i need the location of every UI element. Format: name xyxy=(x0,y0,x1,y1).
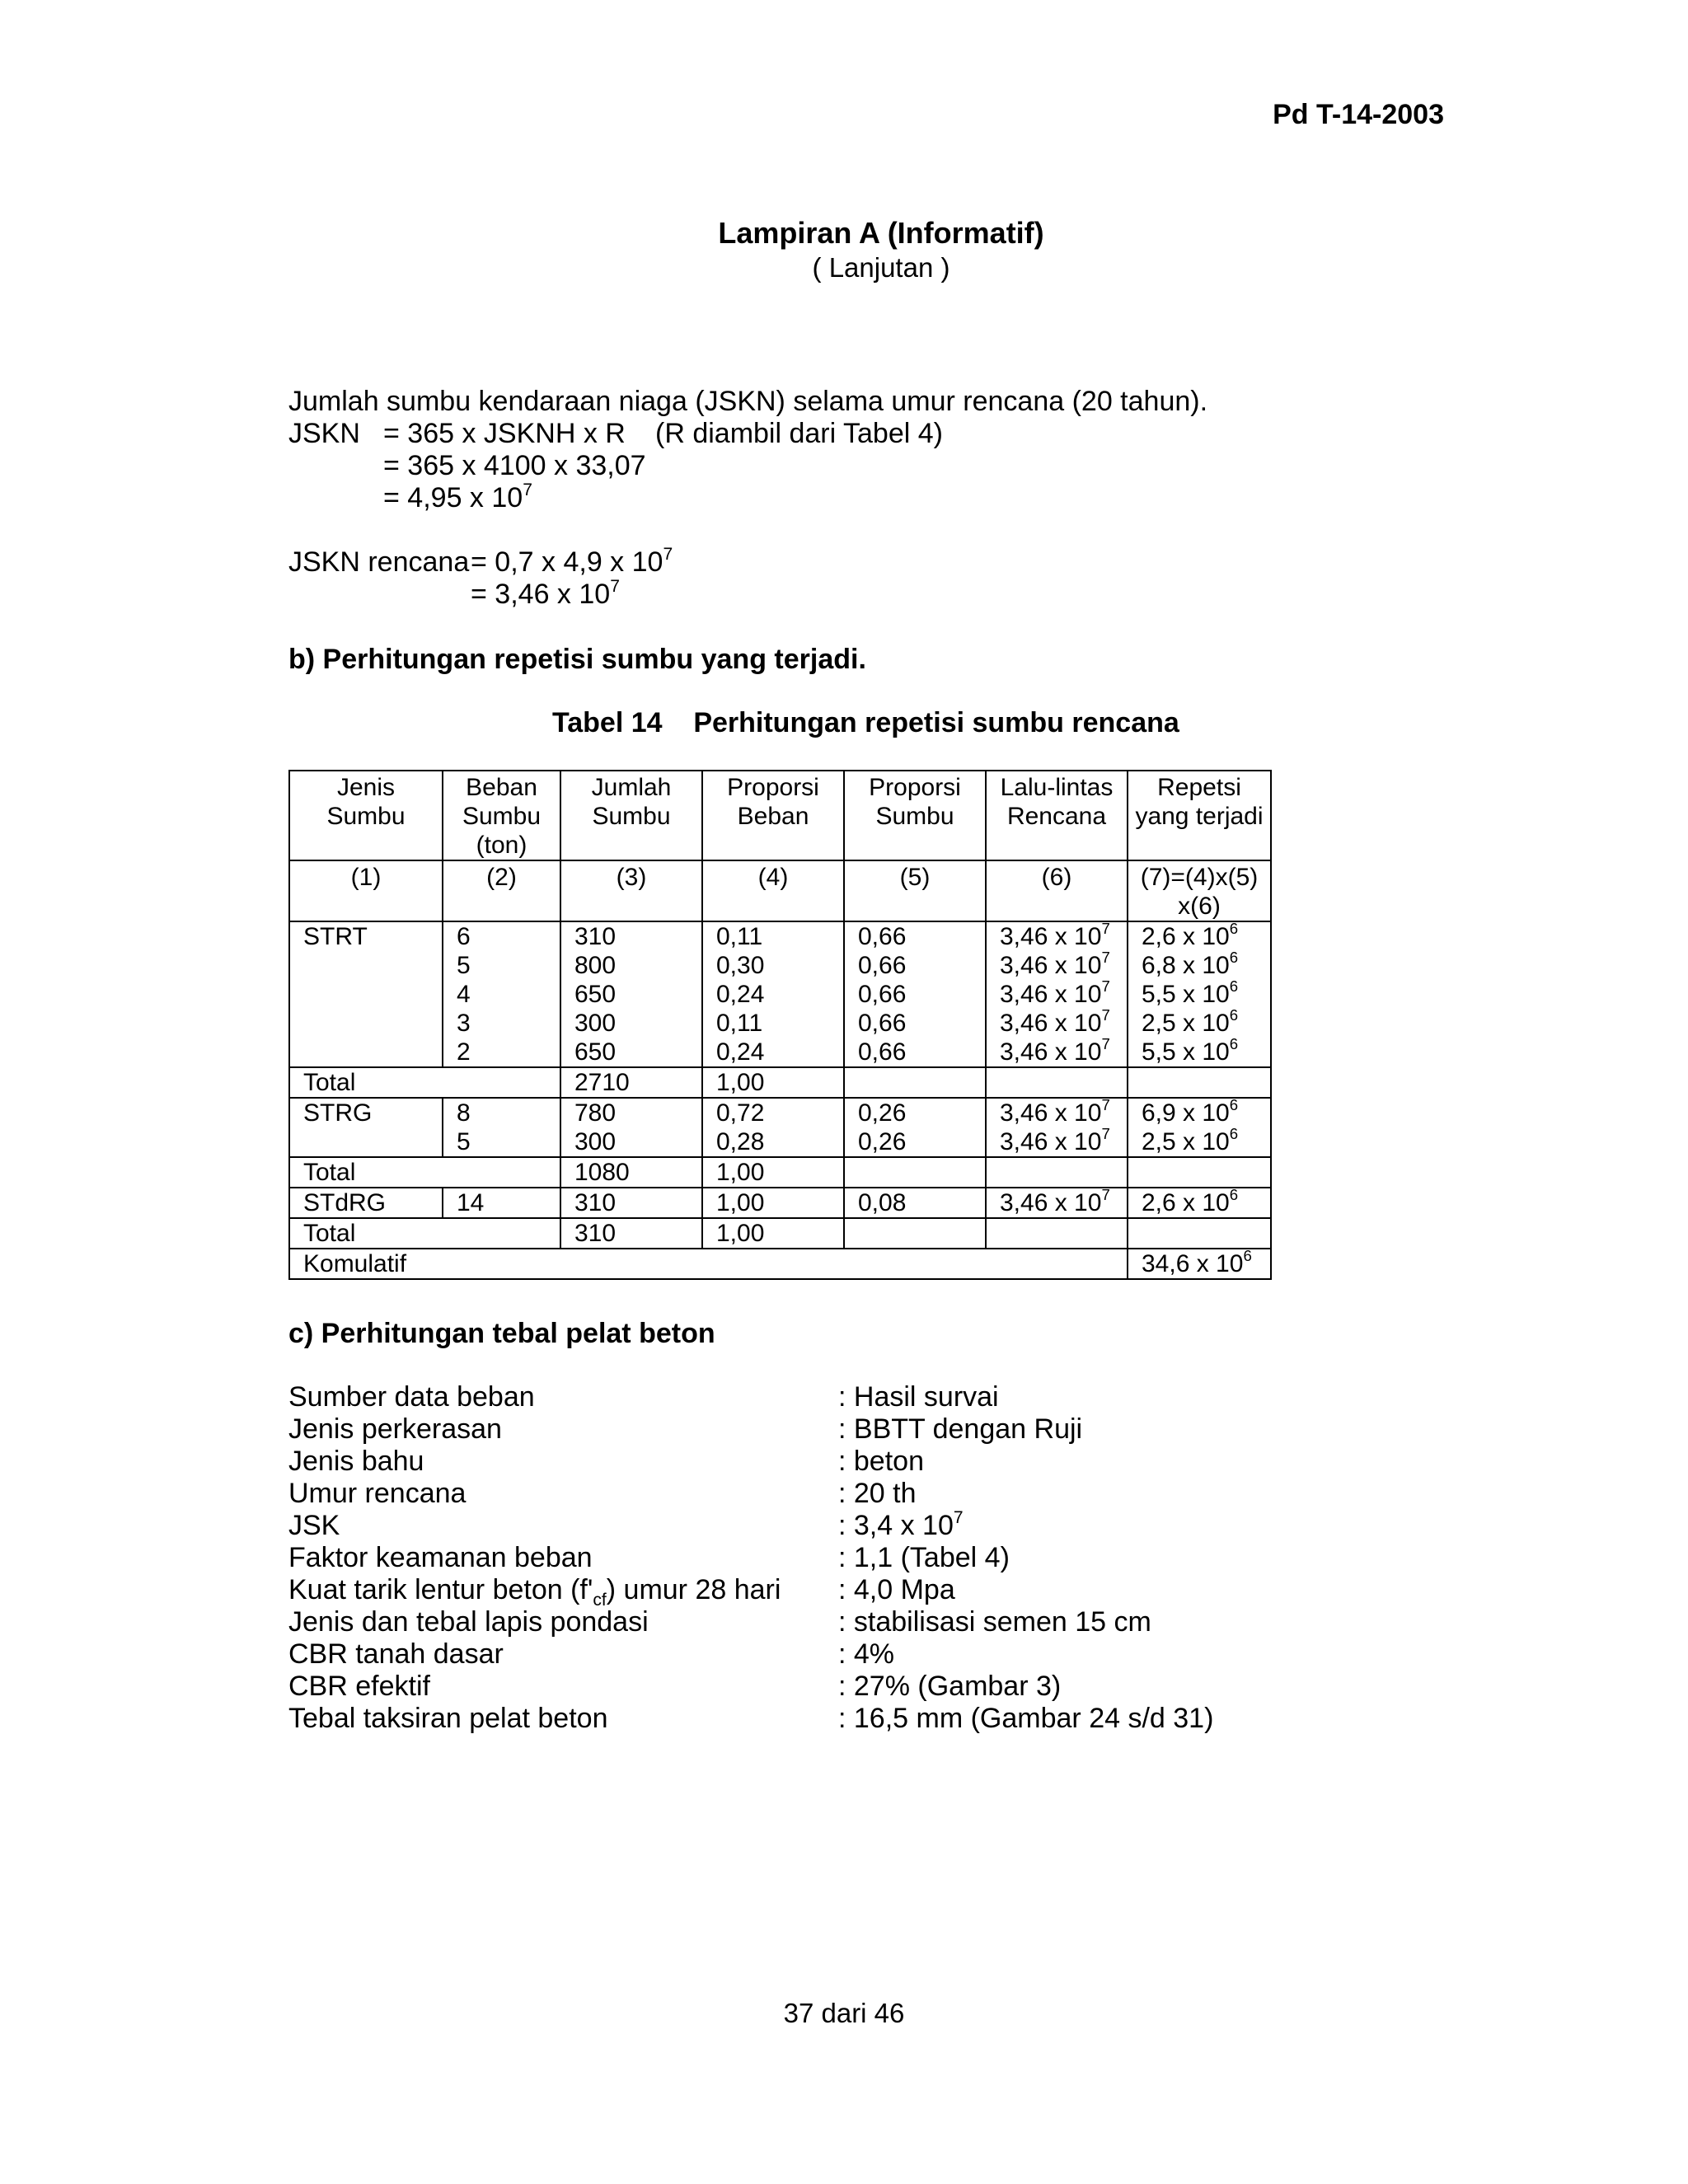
page-subtitle: ( Lanjutan ) xyxy=(812,252,950,283)
table-row-stdrg xyxy=(289,1188,1271,1218)
repetition-table xyxy=(288,770,1272,1280)
col-number: (5) xyxy=(844,860,986,921)
total-proportion: 1,00 xyxy=(702,1157,844,1188)
repetition-cell: 2,6 x $10^6$ xyxy=(1128,1188,1271,1218)
col-header-jumlah-sumbu: Jumlah Sumbu xyxy=(560,771,702,860)
empty-cell xyxy=(986,1157,1128,1188)
param-value: : 1,1 (Tabel 4) xyxy=(838,1542,1010,1573)
axle-proportion-cell: 0,08 xyxy=(844,1188,986,1218)
param-label: Faktor keamanan beban xyxy=(288,1542,593,1573)
total-label: Total xyxy=(289,1157,560,1188)
count-cell: 310 800 650 300 650 xyxy=(560,921,702,1067)
param-label: Jenis dan tebal lapis pondasi xyxy=(288,1606,649,1638)
param-value: : stabilisasi semen 15 cm xyxy=(838,1606,1151,1638)
total-label: Total xyxy=(289,1218,560,1249)
col-number: (1) xyxy=(289,860,443,921)
jskn-label: JSKN xyxy=(288,418,360,449)
table-numbering-row xyxy=(289,860,1271,921)
col-header-jenis-sumbu: Jenis Sumbu xyxy=(289,771,443,860)
param-value: : BBTT dengan Ruji xyxy=(838,1413,1083,1445)
cumulative-label: Komulatif xyxy=(289,1249,1128,1279)
document-code: Pd T-14-2003 xyxy=(1273,99,1444,130)
param-value: : 20 th xyxy=(838,1478,917,1509)
col-header-beban-sumbu: Beban Sumbu (ton) xyxy=(443,771,560,860)
table-row-strg xyxy=(289,1098,1271,1157)
empty-cell xyxy=(986,1218,1128,1249)
load-proportion-cell: 1,00 xyxy=(702,1188,844,1218)
param-value: : 3,4 x $10^7$ xyxy=(838,1507,964,1541)
param-label: Kuat tarik lentur beton $(f'_{cf})$ umur 28 hari xyxy=(288,1574,781,1610)
param-label: Tebal taksiran pelat beton xyxy=(288,1703,608,1734)
param-label: Jenis bahu xyxy=(288,1446,424,1477)
param-label: Umur rencana xyxy=(288,1478,467,1509)
axle-type-cell: STRT xyxy=(289,921,443,1067)
jskn-substitution: = 365 x 4100 x 33,07 xyxy=(383,450,646,481)
total-count: 1080 xyxy=(560,1157,702,1188)
param-value: : Hasil survai xyxy=(838,1381,999,1413)
table-row-total xyxy=(289,1067,1271,1098)
col-number: (6) xyxy=(986,860,1128,921)
param-label: CBR efektif xyxy=(288,1671,430,1702)
jskn-result: = 4,95 x $10^7$ xyxy=(383,480,532,513)
param-value: : 4% xyxy=(838,1638,895,1670)
table-row-total xyxy=(289,1218,1271,1249)
empty-cell xyxy=(844,1157,986,1188)
count-cell: 780 300 xyxy=(560,1098,702,1157)
table-row-cumulative xyxy=(289,1249,1271,1279)
param-value: : 4,0 Mpa xyxy=(838,1574,955,1605)
param-value: : 16,5 mm (Gambar 24 s/d 31) xyxy=(838,1703,1214,1734)
traffic-cell: 3,46 x $10^7$ 3,46 x $10^7$ 3,46 x $10^7$ 3,46 x $10^7$ 3,46 x $10^7$ xyxy=(986,921,1128,1067)
table-row-total xyxy=(289,1157,1271,1188)
axle-proportion-cell: 0,26 0,26 xyxy=(844,1098,986,1157)
total-proportion: 1,00 xyxy=(702,1067,844,1098)
repetition-cell: 6,9 x $10^6$ 2,5 x $10^6$ xyxy=(1128,1098,1271,1157)
total-proportion: 1,00 xyxy=(702,1218,844,1249)
jskn-note: (R diambil dari Tabel 4) xyxy=(655,418,943,449)
jskn-rencana-label: JSKN rencana xyxy=(288,546,470,578)
col-number: (7)=(4)x(5) x(6) xyxy=(1128,860,1271,921)
total-count: 2710 xyxy=(560,1067,702,1098)
table-row-strt xyxy=(289,921,1271,1067)
count-cell: 310 xyxy=(560,1188,702,1218)
load-proportion-cell: 0,11 0,30 0,24 0,11 0,24 xyxy=(702,921,844,1067)
col-number: (2) xyxy=(443,860,560,921)
param-label: CBR tanah dasar xyxy=(288,1638,504,1670)
param-label: Jenis perkerasan xyxy=(288,1413,502,1445)
table-header-row xyxy=(289,771,1271,860)
load-cell: 8 5 xyxy=(443,1098,560,1157)
table-caption: Tabel 14 Perhitungan repetisi sumbu rencana xyxy=(552,707,1179,738)
col-header-repetisi: Repetsi yang terjadi xyxy=(1128,771,1271,860)
param-label: JSK xyxy=(288,1510,340,1541)
jskn-intro: Jumlah sumbu kendaraan niaga (JSKN) selama umur rencana (20 tahun). xyxy=(288,386,1208,417)
cumulative-value: 34,6 x $10^6$ xyxy=(1128,1249,1271,1279)
empty-cell xyxy=(1128,1067,1271,1098)
traffic-cell: 3,46 x $10^7$ 3,46 x $10^7$ xyxy=(986,1098,1128,1157)
param-label: Sumber data beban xyxy=(288,1381,535,1413)
page-title: Lampiran A (Informatif) xyxy=(718,216,1044,250)
section-c-heading: c) Perhitungan tebal pelat beton xyxy=(288,1318,715,1349)
page-number: 37 dari 46 xyxy=(783,1998,905,2028)
col-header-proporsi-sumbu: Proporsi Sumbu xyxy=(844,771,986,860)
load-cell: 6 5 4 3 2 xyxy=(443,921,560,1067)
total-count: 310 xyxy=(560,1218,702,1249)
jskn-rencana-formula: = 0,7 x 4,9 x $10^7$ xyxy=(471,544,673,578)
empty-cell xyxy=(1128,1157,1271,1188)
col-header-lalu-lintas: Lalu-lintas Rencana xyxy=(986,771,1128,860)
traffic-cell: 3,46 x $10^7$ xyxy=(986,1188,1128,1218)
col-number: (4) xyxy=(702,860,844,921)
param-value: : beton xyxy=(838,1446,924,1477)
empty-cell xyxy=(986,1067,1128,1098)
repetition-cell: 2,6 x $10^6$ 6,8 x $10^6$ 5,5 x $10^6$ 2,5 x $10^6$ 5,5 x $10^6$ xyxy=(1128,921,1271,1067)
jskn-rencana-result: = 3,46 x $10^7$ xyxy=(471,576,620,610)
section-b-heading: b) Perhitungan repetisi sumbu yang terjadi. xyxy=(288,644,866,675)
axle-type-cell: STRG xyxy=(289,1098,443,1157)
empty-cell xyxy=(844,1067,986,1098)
empty-cell xyxy=(1128,1218,1271,1249)
col-number: (3) xyxy=(560,860,702,921)
total-label: Total xyxy=(289,1067,560,1098)
axle-type-cell: STdRG xyxy=(289,1188,443,1218)
col-header-proporsi-beban: Proporsi Beban xyxy=(702,771,844,860)
axle-proportion-cell: 0,66 0,66 0,66 0,66 0,66 xyxy=(844,921,986,1067)
jskn-formula: = 365 x JSKNH x R xyxy=(383,418,626,449)
param-value: : 27% (Gambar 3) xyxy=(838,1671,1062,1702)
load-cell: 14 xyxy=(443,1188,560,1218)
load-proportion-cell: 0,72 0,28 xyxy=(702,1098,844,1157)
empty-cell xyxy=(844,1218,986,1249)
